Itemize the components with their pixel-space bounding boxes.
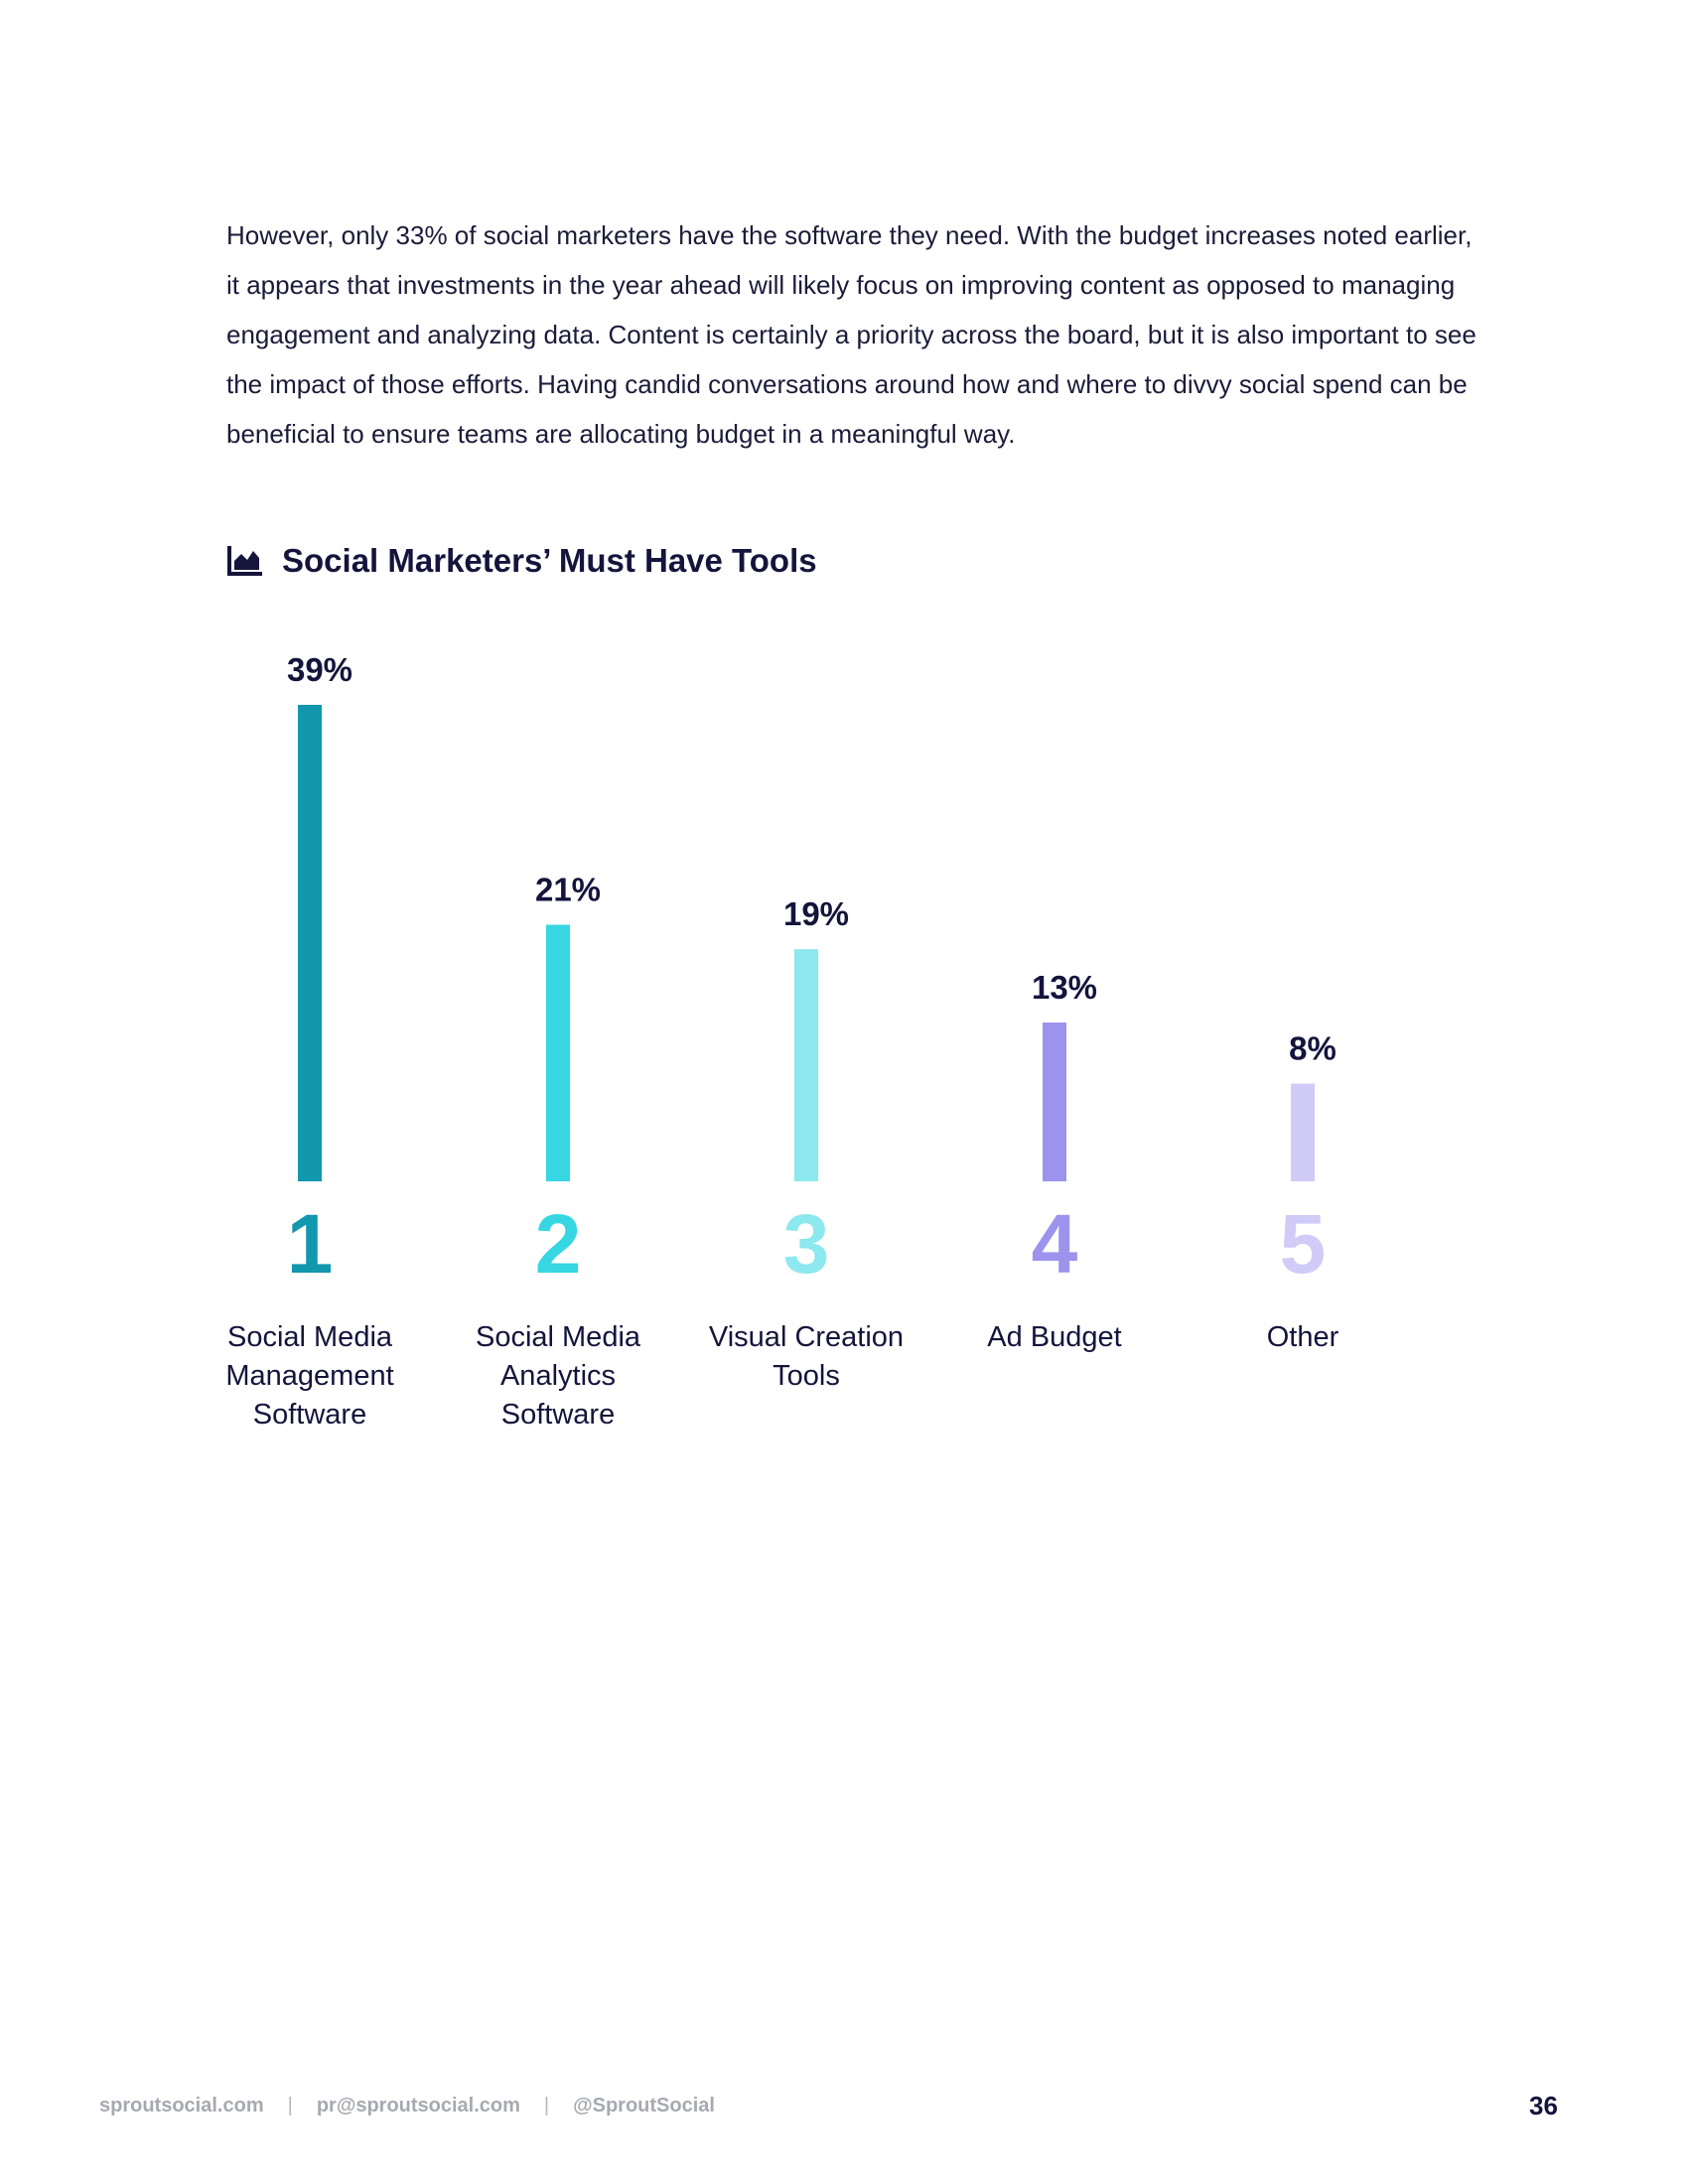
- bar: [546, 925, 570, 1181]
- category-label: Management: [225, 1360, 394, 1392]
- footer-separator: |: [287, 2095, 293, 2116]
- bar: [794, 949, 818, 1181]
- chart-title: Social Marketers’ Must Have Tools: [282, 542, 817, 579]
- bar: [1043, 1023, 1066, 1181]
- bar-value-label: 19%: [782, 895, 850, 933]
- footer-handle-link[interactable]: @SproutSocial: [573, 2095, 715, 2116]
- rank-number: 5: [1279, 1197, 1327, 1291]
- category-label: Ad Budget: [987, 1321, 1122, 1353]
- category-label: Social Media: [226, 1321, 393, 1353]
- category-label: Visual Creation: [708, 1321, 905, 1353]
- bar-value-label: 39%: [286, 651, 353, 688]
- category-label: Software: [252, 1399, 367, 1431]
- category-label: Analytics: [499, 1360, 617, 1392]
- category-label: Social Media: [475, 1321, 641, 1353]
- category-label: Other: [1266, 1321, 1339, 1353]
- bar-value-label: 8%: [1289, 1029, 1336, 1067]
- rank-number: 2: [534, 1197, 582, 1291]
- bar: [298, 705, 322, 1181]
- bar-value-label: 13%: [1031, 969, 1098, 1006]
- rank-number: 3: [782, 1197, 830, 1291]
- category-label: Software: [500, 1399, 616, 1431]
- footer: [99, 2095, 715, 2117]
- footer-site-link[interactable]: sproutsocial.com: [99, 2095, 264, 2116]
- bar: [1291, 1084, 1315, 1181]
- page-number: 36: [1529, 2091, 1558, 2120]
- intro-paragraph: However, only 33% of social marketers have the software they need. With the budget increases noted earlier, it appears that investments in the year ahead will likely focus on improving content as opposed to managing engagement and analyzing data. Content is certainly a priority across the board, but it is also important to see the impact of those efforts. Having candid conversations around how and where to divvy social spend can be beneficial to ensure teams are allocating budget in a meaningful way.: [226, 220, 1477, 449]
- bar-value-label: 21%: [534, 871, 602, 908]
- footer-separator: |: [543, 2095, 550, 2116]
- category-label: Tools: [773, 1360, 840, 1392]
- rank-number: 4: [1031, 1197, 1078, 1291]
- rank-number: 1: [286, 1197, 334, 1291]
- chart-header: [226, 536, 817, 586]
- area-chart-icon: [226, 544, 264, 578]
- footer-email-link[interactable]: pr@sproutsocial.com: [316, 2095, 520, 2116]
